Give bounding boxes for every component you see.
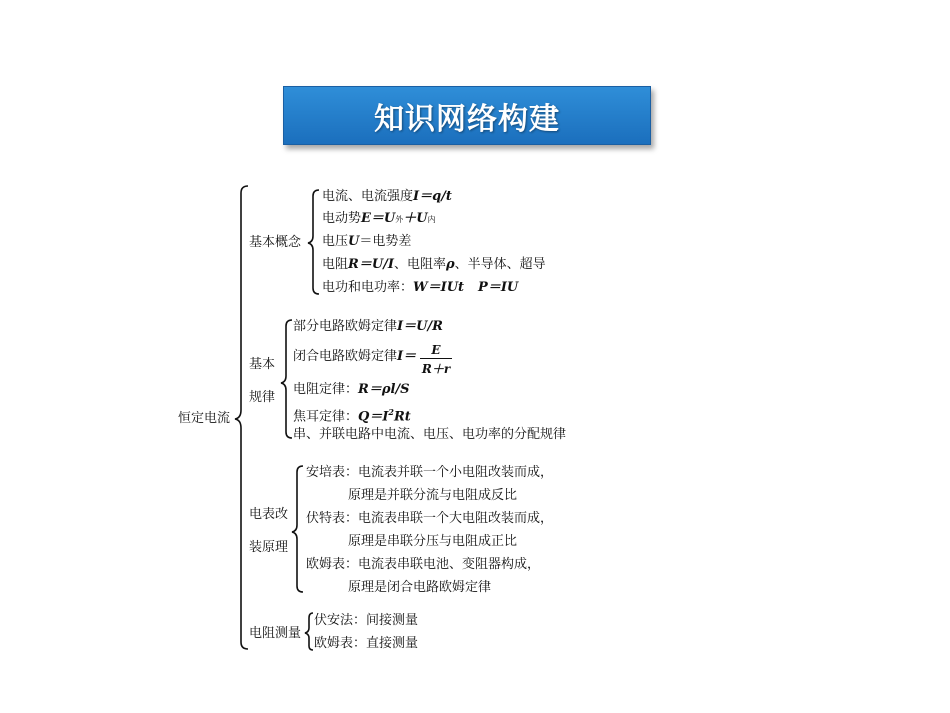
concept-voltage: 电压U＝电势差 xyxy=(322,234,412,249)
main-brace xyxy=(235,186,248,649)
concept-current: 电流、电流强度I＝q/t xyxy=(322,189,452,204)
branch-meter-line2: 装原理 xyxy=(249,540,289,555)
measurement-voltammetry: 伏安法：间接测量 xyxy=(314,613,419,628)
brace-measurement xyxy=(305,613,313,650)
brace-basic-laws xyxy=(281,320,292,438)
branch-basic-laws-line2: 规律 xyxy=(249,390,276,405)
meter-ohmmeter-principle: 原理是闭合电路欧姆定律 xyxy=(348,580,492,595)
root-node: 恒定电流 xyxy=(178,411,231,426)
branch-measurement: 电阻测量 xyxy=(249,626,302,641)
page-title: 知识网络构建 xyxy=(374,101,560,137)
measurement-ohmmeter: 欧姆表：直接测量 xyxy=(314,636,419,651)
concept-emf: 电动势E＝U外＋U内 xyxy=(322,211,436,226)
fraction-numerator: E xyxy=(431,343,441,357)
meter-ammeter-principle: 原理是并联分流与电阻成反比 xyxy=(348,488,518,503)
branch-meter-line1: 电表改 xyxy=(249,507,289,522)
meter-voltmeter-principle: 原理是串联分压与电阻成正比 xyxy=(348,534,518,549)
meter-ammeter: 安培表：电流表并联一个小电阻改装而成， xyxy=(306,465,554,480)
meter-ohmmeter: 欧姆表：电流表串联电池、变阻器构成， xyxy=(306,557,541,572)
brace-basic-concepts xyxy=(308,190,319,294)
fraction-denominator: R＋r xyxy=(421,362,451,376)
concept-resistance: 电阻R＝U/I、电阻率ρ、半导体、超导 xyxy=(322,257,546,272)
law-partial-ohm: 部分电路欧姆定律I＝U/R xyxy=(293,319,443,334)
concept-work-power: 电功和电功率：W＝IUt P＝IU xyxy=(322,280,519,295)
law-joule: 焦耳定律：$Q=I^2Rt$ xyxy=(293,407,411,425)
law-resistance: 电阻定律：R＝ρl/S xyxy=(293,382,410,397)
brace-meter xyxy=(292,466,303,592)
branch-basic-concepts: 基本概念 xyxy=(249,235,302,250)
law-distribution: 串、并联电路中电流、电压、电功率的分配规律 xyxy=(293,427,567,442)
meter-voltmeter: 伏特表：电流表串联一个大电阻改装而成， xyxy=(306,511,554,526)
law-closed-ohm: 闭合电路欧姆定律I＝ xyxy=(293,349,417,364)
branch-basic-laws-line1: 基本 xyxy=(249,357,276,372)
